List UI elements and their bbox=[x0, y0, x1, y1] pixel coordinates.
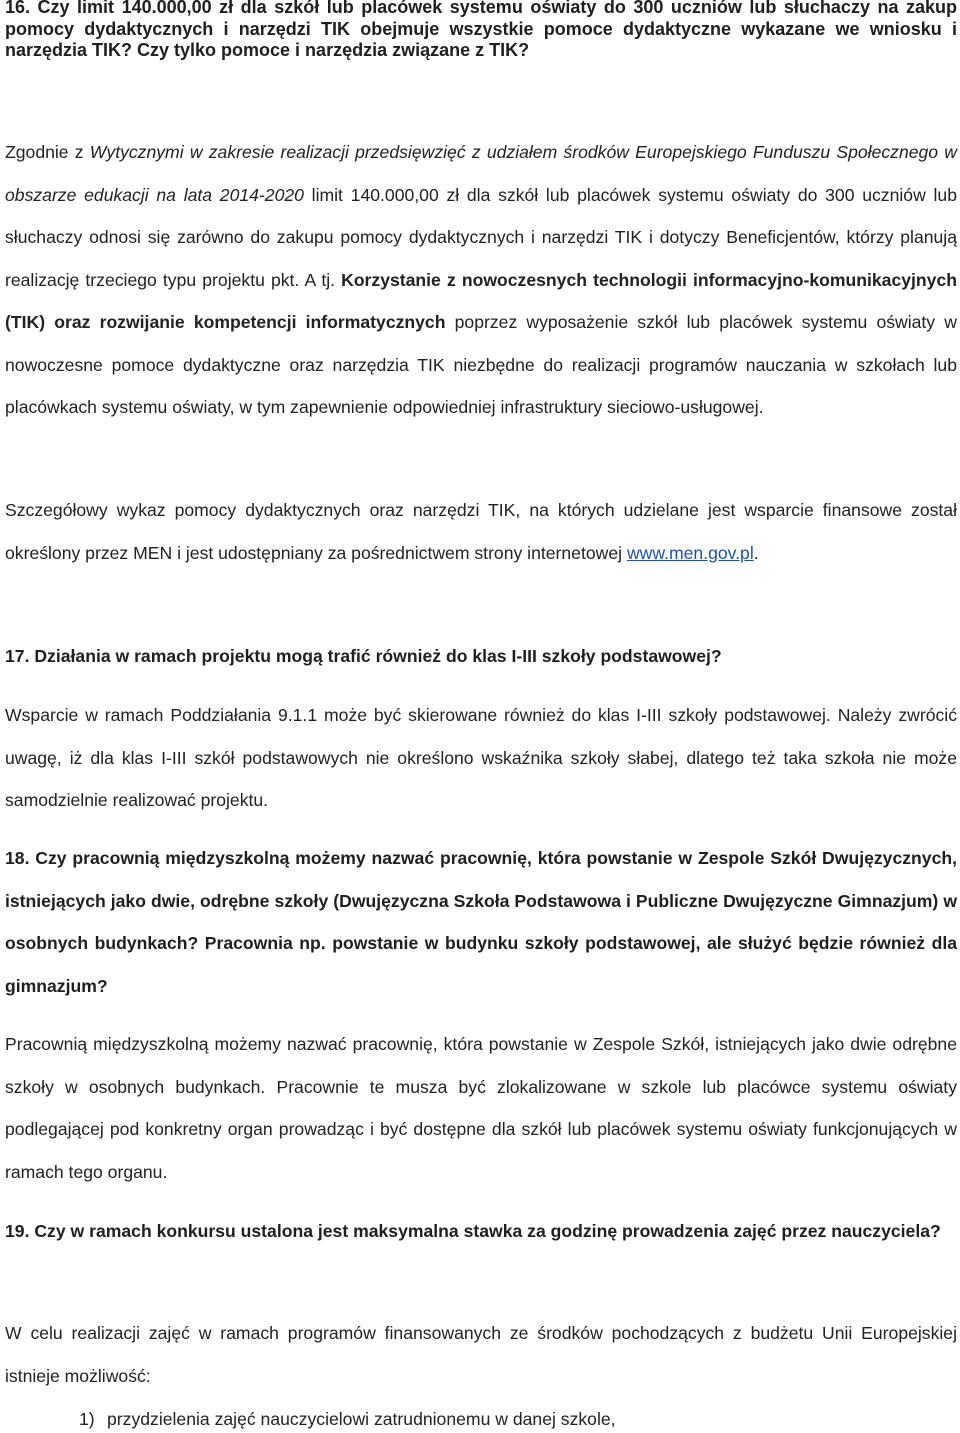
question-18-title-text: 18. Czy pracownią międzyszkolną możemy nazwać pracownię, która powstanie w Zespole Szkół Dwujęzycznych, istniejących jako dwie, odrębne szkoły (Dwujęzyczna Szkoła Podstawowa i Publiczne Dwujęzyczne Gimnazjum) w osobnych budynkach? Pracownia np. powstanie w budynku szkoły podstawowej, ale służyć będzie również dla gimnazjum? bbox=[5, 848, 957, 996]
question-16-title: 16. Czy limit 140.000,00 zł dla szkół lub placówek systemu oświaty do 300 uczniów lub słuchaczy na zakup pomocy dydaktycznych i narzędzi TIK obejmuje wszystkie pomoce dydaktyczne wykazane we wniosku i narzędzia TIK? Czy tylko pomoce i narzędzia związane z TIK? bbox=[5, 0, 957, 61]
answer-text: limit 140.000,00 zł dla szkół lub placówek systemu oświaty do 300 uczniów lub słuchaczy odnosi się zarówno do zakupu pomocy dydaktycznych i narzędzi TIK i dotyczy Beneficjentów, którzy planują realizację trzeciego typu projektu pkt. A tj. bbox=[5, 184, 957, 290]
answer-text: Szczegółowy wykaz pomocy dydaktycznych oraz narzędzi TIK, na których udzielane jest wsparcie finansowe został określony przez MEN i jest udostępniany za pośrednictwem strony internetowej bbox=[5, 500, 957, 563]
question-16-answer-2 bbox=[5, 489, 957, 574]
list-item bbox=[5, 1407, 957, 1432]
question-19-title bbox=[5, 1210, 957, 1253]
question-18-title bbox=[5, 837, 957, 1007]
men-website-link[interactable]: www.men.gov.pl bbox=[626, 542, 754, 563]
question-16-answer-1 bbox=[5, 131, 957, 429]
question-17-title: 17. Działania w ramach projektu mogą trafić również do klas I-III szkoły podstawowej? bbox=[5, 646, 722, 666]
question-17-answer: Wsparcie w ramach Poddziałania 9.1.1 może być skierowane również do klas I-III szkoły podstawowej. Należy zwrócić uwagę, iż dla klas I-III szkół podstawowych nie określono wskaźnika szkoły słabej, dlatego też taka szkoła nie może samodzielnie realizować projektu. bbox=[5, 705, 957, 811]
question-18-answer: Pracownią międzyszkolną możemy nazwać pracownię, która powstanie w Zespole Szkół, istniejących jako dwie odrębne szkoły w osobnych budynkach. Pracownie te musza być zlokalizowane w szkole lub placówce systemu oświaty podlegającej pod konkretny organ prowadząc i być dostępne dla szkół lub placówek systemu oświaty funkcjonujących w ramach tego organu. bbox=[5, 1034, 957, 1182]
question-19-answer: W celu realizacji zajęć w ramach programów finansowanych ze środków pochodzących z budżetu Unii Europejskiej istnieje możliwość: bbox=[5, 1323, 957, 1386]
guidelines-title: Wytycznymi w zakresie realizacji przedsięwzięć z udziałem środków Europejskiego Funduszu Społecznego w obszarze edukacji na lata 2014-2020 bbox=[5, 142, 957, 205]
list-item-number: 1) bbox=[79, 1409, 95, 1429]
question-19-options-list bbox=[5, 1407, 957, 1432]
question-19-title-text: 19. Czy w ramach konkursu ustalona jest maksymalna stawka za godzinę prowadzenia zajęć przez nauczyciela? bbox=[5, 1221, 941, 1241]
answer-text: poprzez wyposażenie szkół lub placówek systemu oświaty w nowoczesne pomoce dydaktyczne oraz narzędzia TIK niezbędne do realizacji programów nauczania w szkołach lub placówkach systemu oświaty, w tym zapewnienie odpowiedniej infrastruktury sieciowo-usługowej. bbox=[5, 312, 957, 418]
answer-text: Zgodnie z bbox=[5, 142, 90, 162]
list-item-text: przydzielenia zajęć nauczycielowi zatrudnionemu w danej szkole, bbox=[107, 1409, 616, 1429]
project-type-name: Korzystanie z nowoczesnych technologii informacyjno-komunikacyjnych (TIK) oraz rozwijanie kompetencji informatycznych bbox=[5, 269, 957, 333]
answer-text: . bbox=[753, 542, 759, 563]
